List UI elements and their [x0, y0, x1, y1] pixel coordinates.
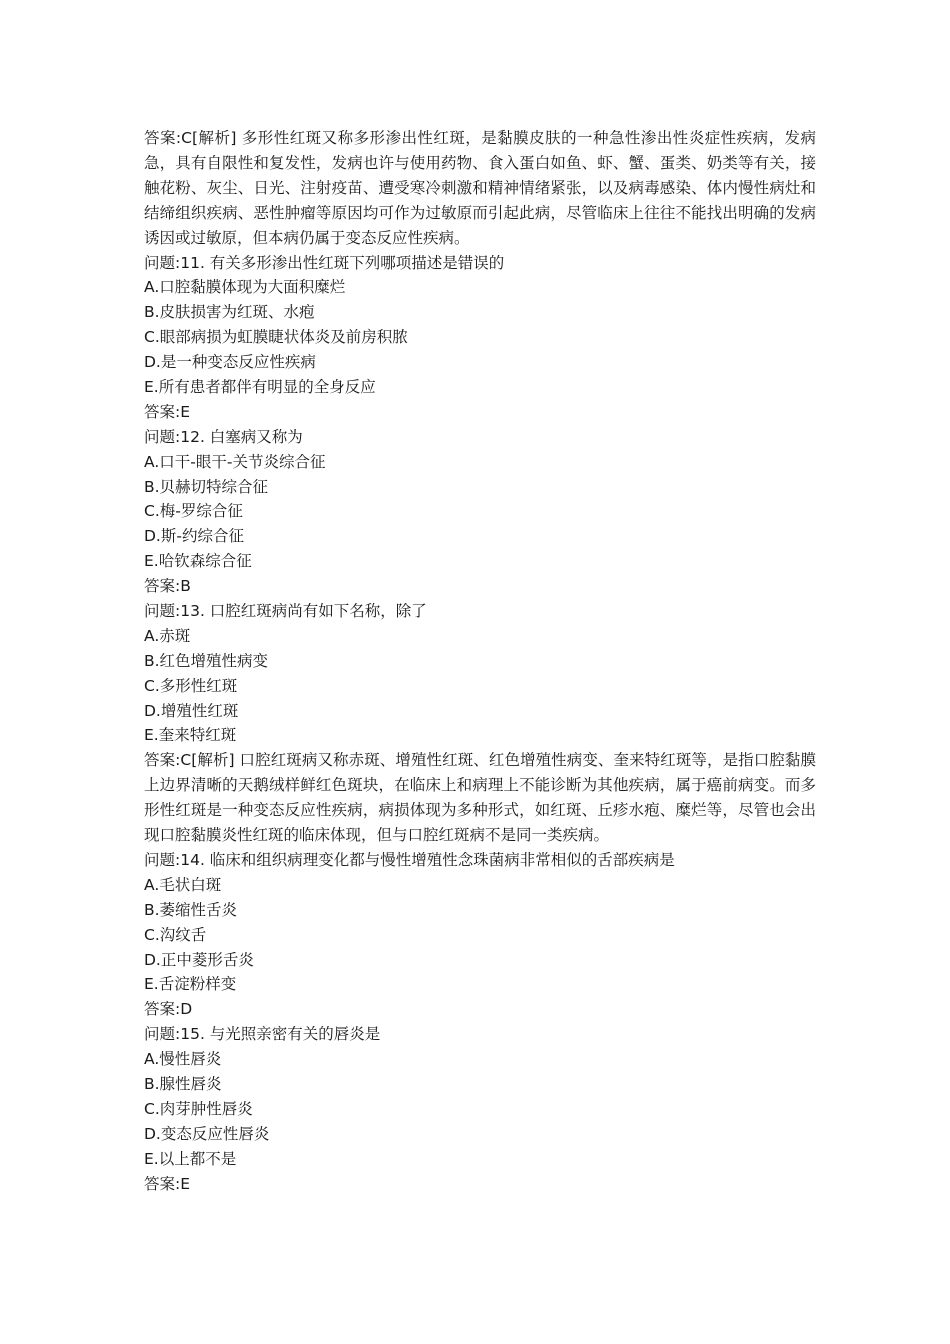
question-12	[144, 425, 816, 599]
option-c: C.眼部病损为虹膜睫状体炎及前房积脓	[144, 328, 408, 347]
question-title: 问题:12. 白塞病又称为	[144, 427, 303, 446]
option-e: E.哈钦森综合征	[144, 552, 252, 571]
question-title: 问题:14. 临床和组织病理变化都与慢性增殖性念珠菌病非常相似的舌部疾病是	[144, 850, 675, 869]
option-d: D.是一种变态反应性疾病	[144, 353, 316, 372]
option-d: D.变态反应性唇炎	[144, 1124, 270, 1143]
option-a: A.慢性唇炎	[144, 1050, 222, 1069]
answer: 答案:D	[144, 1000, 193, 1019]
option-c: C.肉芽肿性唇炎	[144, 1099, 253, 1118]
option-b: B.红色增殖性病变	[144, 651, 269, 670]
option-c: C.多形性红斑	[144, 676, 238, 695]
answer: 答案:E	[144, 402, 191, 421]
option-c: C.梅-罗综合征	[144, 502, 243, 521]
option-e: E.所有患者都伴有明显的全身反应	[144, 377, 376, 396]
question-13	[144, 599, 816, 848]
option-e: E.奎来特红斑	[144, 726, 237, 745]
option-d: D.正中菱形舌炎	[144, 950, 254, 969]
question-title: 问题:11. 有关多形渗出性红斑下列哪项描述是错误的	[144, 253, 505, 272]
option-a: A.口腔黏膜体现为大面积糜烂	[144, 278, 346, 297]
option-b: B.萎缩性舌炎	[144, 900, 238, 919]
option-a: A.毛状白斑	[144, 875, 222, 894]
intro-explanation: 答案:C[解析] 多形性红斑又称多形渗出性红斑，是黏膜皮肤的一种急性渗出性炎症性疾病，发病急，具有自限性和复发性，发病也许与使用药物、食入蛋白如鱼、虾、蟹、蛋类、奶类等有关，接触花粉、灰尘、日光、注射疫苗、遭受寒冷刺激和精神情绪紧张，以及病毒感染、体内慢性病灶和结缔组织疾病、恶性肿瘤等原因均可作为过敏原而引起此病，尽管临床上往往不能找出明确的发病诱因或过敏原，但本病仍属于变态反应性疾病。	[144, 129, 816, 247]
option-b: B.贝赫切特综合征	[144, 477, 269, 496]
option-d: D.斯-约综合征	[144, 527, 244, 546]
question-11	[144, 251, 816, 425]
option-a: A.口干-眼干-关节炎综合征	[144, 452, 326, 471]
option-e: E.舌淀粉样变	[144, 975, 237, 994]
question-title: 问题:13. 口腔红斑病尚有如下名称，除了	[144, 602, 427, 620]
question-title: 问题:15. 与光照亲密有关的唇炎是	[144, 1025, 381, 1044]
answer-explanation: 答案:C[解析] 口腔红斑病又称赤斑、增殖性红斑、红色增殖性病变、奎来特红斑等，是指口腔黏膜上边界清晰的天鹅绒样鲜红色斑块，在临床上和病理上不能诊断为其他疾病，属于癌前病变。而多形性红斑是一种变态反应性疾病，病损体现为多种形式，如红斑、丘疹水疱、糜烂等，尽管也会出现口腔黏膜炎性红斑的临床体现，但与口腔红斑病不是同一类疾病。	[144, 751, 816, 845]
question-14	[144, 848, 816, 1022]
option-e: E.以上都不是	[144, 1149, 237, 1168]
option-b: B.皮肤损害为红斑、水疱	[144, 303, 315, 322]
option-d: D.增殖性红斑	[144, 701, 239, 720]
document-page	[144, 126, 816, 1196]
question-15	[144, 1022, 816, 1196]
option-b: B.腺性唇炎	[144, 1074, 222, 1093]
answer: 答案:B	[144, 577, 191, 596]
answer: 答案:E	[144, 1174, 191, 1193]
option-c: C.沟纹舌	[144, 925, 207, 944]
option-a: A.赤斑	[144, 626, 191, 645]
